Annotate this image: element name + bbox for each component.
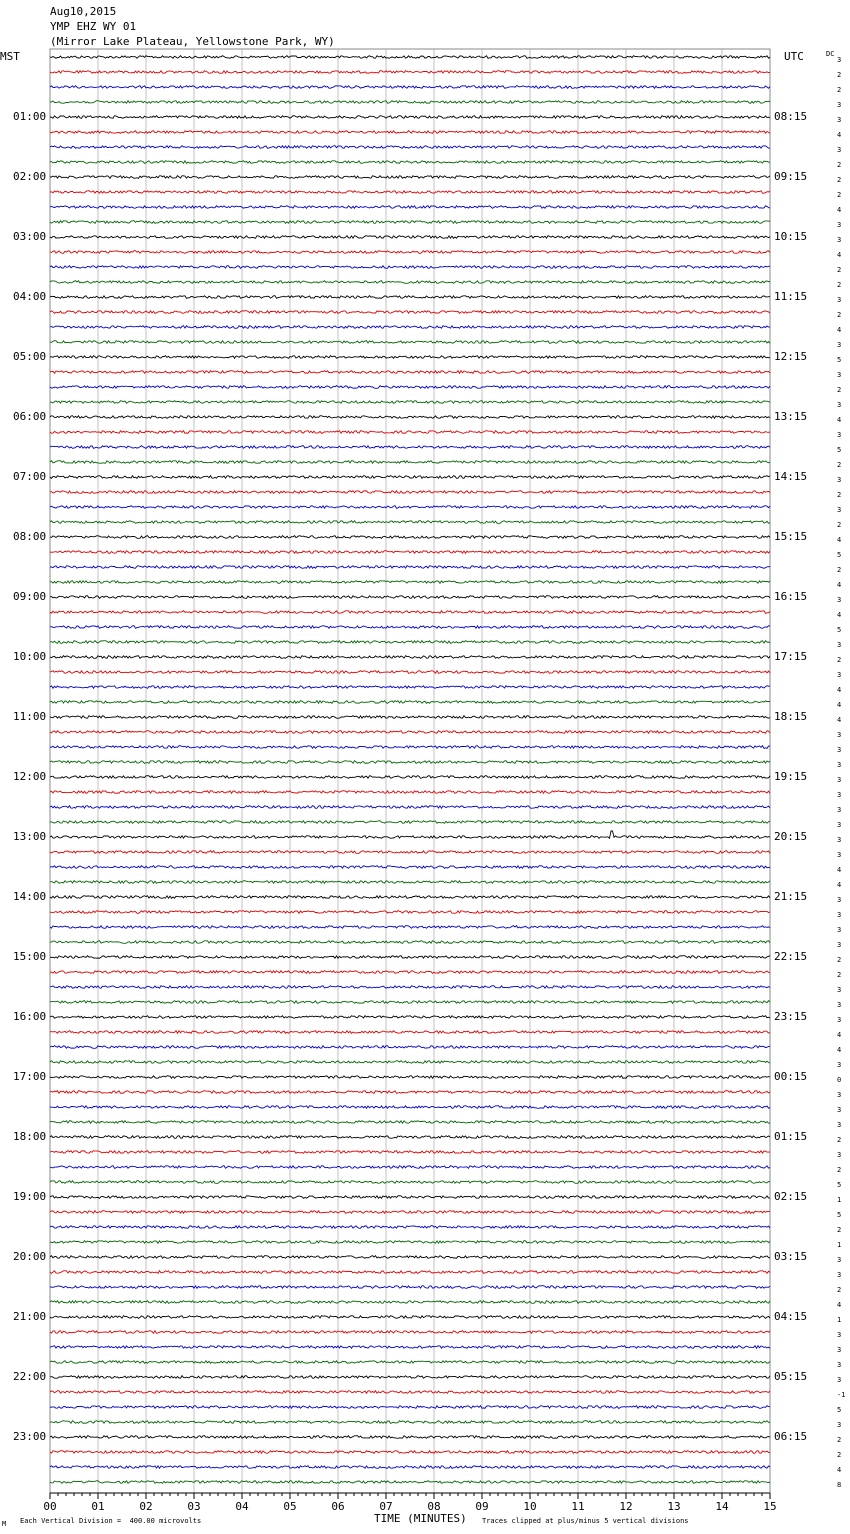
seismic-trace [50,341,770,344]
dc-offset-label: 3 [837,296,842,304]
seismic-trace [50,566,770,569]
seismic-trace [50,1436,770,1439]
dc-offset-label: 4 [837,1046,842,1054]
seismic-trace [50,386,770,389]
dc-offset-label: 3 [837,431,842,439]
seismic-trace [50,536,770,539]
mst-hour-label: 03:00 [13,230,47,243]
dc-offset-label: 3 [837,791,842,799]
dc-offset-label: 3 [837,1121,842,1129]
dc-offset-label: 3 [837,116,842,124]
dc-offset-label: 3 [837,506,842,514]
mst-hour-label: 10:00 [13,650,47,663]
seismic-trace [50,656,770,659]
dc-offset-label: 4 [837,251,842,259]
seismic-trace [50,611,770,614]
x-tick-label: 12 [619,1500,633,1513]
dc-offset-label: 3 [837,941,842,949]
seismic-trace [50,641,770,644]
utc-hour-label: 21:15 [774,890,808,903]
dc-offset-label: 2 [837,1436,842,1444]
dc-offset-label: 3 [837,1346,842,1354]
mst-hour-label: 22:00 [13,1370,47,1383]
seismic-trace [50,776,770,779]
seismic-trace [50,1031,770,1034]
seismic-trace [50,1331,770,1334]
dc-offset-label: 2 [837,176,842,184]
corner-mark: M [2,1520,7,1528]
dc-offset-label: 4 [837,701,842,709]
dc-offset-label: 2 [837,1286,842,1294]
dc-offset-label: 2 [837,1451,842,1459]
mst-hour-label: 08:00 [13,530,47,543]
dc-offset-label: 4 [837,686,842,694]
dc-offset-label: 2 [837,1136,842,1144]
x-tick-label: 09 [475,1500,489,1513]
seismic-trace [50,1091,770,1094]
seismic-trace [50,521,770,524]
seismic-trace [50,476,770,479]
mst-hour-label: 05:00 [13,350,47,363]
seismic-trace [50,71,770,74]
dc-offset-label: 5 [837,356,842,364]
dc-offset-label: 3 [837,1151,842,1159]
dc-offset-label: 0 [837,1076,842,1084]
dc-offset-label: 1 [837,1196,842,1204]
mst-hour-label: 06:00 [13,410,47,423]
utc-hour-label: 10:15 [774,230,808,243]
seismic-trace [50,986,770,989]
utc-hour-label: 00:15 [774,1070,808,1083]
dc-offset-label: 2 [837,1226,842,1234]
x-tick-label: 10 [523,1500,537,1513]
dc-offset-label: 5 [837,1211,842,1219]
seismic-trace [50,131,770,134]
dc-offset-label: 4 [837,716,842,724]
x-tick-label: 00 [43,1500,57,1513]
dc-offset-label: 2 [837,656,842,664]
mst-hour-label: 14:00 [13,890,47,903]
utc-hour-label: 20:15 [774,830,808,843]
dc-offset-label: 3 [837,56,842,64]
seismic-trace [50,146,770,149]
seismic-trace [50,1271,770,1274]
seismic-trace [50,1466,770,1469]
dc-offset-label: 4 [837,536,842,544]
utc-hour-label: 05:15 [774,1370,808,1383]
seismic-trace [50,1361,770,1364]
utc-hour-label: 01:15 [774,1130,808,1143]
dc-offset-label: 1 [837,1316,842,1324]
dc-offset-label: 3 [837,986,842,994]
dc-offset-label: 3 [837,1331,842,1339]
dc-offset-label: 8 [837,1481,842,1489]
dc-offset-label: 2 [837,566,842,574]
mst-hour-label: 15:00 [13,950,47,963]
dc-offset-label: 4 [837,611,842,619]
clip-note: Traces clipped at plus/minus 5 vertical divisions [482,1517,689,1525]
dc-offset-label: 3 [837,1421,842,1429]
x-tick-label: 11 [571,1500,585,1513]
seismic-trace [50,86,770,89]
seismic-trace [50,851,770,854]
seismic-trace [50,1151,770,1154]
dc-offset-label: 4 [837,416,842,424]
dc-offset-label: 3 [837,1376,842,1384]
utc-hour-label: 08:15 [774,110,808,123]
seismic-trace [50,806,770,809]
dc-offset-label: 3 [837,1271,842,1279]
dc-offset-label: 4 [837,1301,842,1309]
seismic-trace [50,911,770,914]
mst-hour-label: 11:00 [13,710,47,723]
seismic-trace [50,431,770,434]
station-code: YMP EHZ WY 01 [50,20,137,33]
seismic-trace [50,671,770,674]
dc-offset-label: 3 [837,731,842,739]
seismic-trace [50,1196,770,1199]
seismic-trace [50,1316,770,1319]
utc-hour-label: 22:15 [774,950,808,963]
dc-offset-label: 3 [837,341,842,349]
dc-offset-label: 3 [837,1001,842,1009]
seismic-trace [50,596,770,599]
dc-offset-label: 5 [837,1181,842,1189]
dc-offset-label: 3 [837,836,842,844]
utc-hour-label: 23:15 [774,1010,808,1023]
seismic-trace [50,831,770,838]
seismic-trace [50,551,770,554]
x-tick-label: 04 [235,1500,249,1513]
dc-offset-label: 3 [837,641,842,649]
mst-hour-label: 23:00 [13,1430,47,1443]
utc-hour-label: 11:15 [774,290,808,303]
seismic-trace [50,1256,770,1259]
seismic-trace [50,401,770,404]
x-tick-label: 05 [283,1500,297,1513]
seismic-trace [50,1106,770,1109]
scale-note: Each Vertical Division = 400.00 microvolts [20,1517,202,1525]
utc-hour-label: 17:15 [774,650,808,663]
seismic-trace [50,626,770,629]
seismic-trace [50,971,770,974]
seismic-trace [50,281,770,284]
seismic-trace [50,296,770,299]
seismic-trace [50,56,770,59]
seismic-trace [50,176,770,179]
dc-offset-label: 2 [837,161,842,169]
dc-offset-label: 4 [837,131,842,139]
seismic-trace [50,896,770,899]
seismic-trace [50,1241,770,1244]
utc-hour-label: 09:15 [774,170,808,183]
dc-offset-label: 4 [837,326,842,334]
mst-hour-label: 19:00 [13,1190,47,1203]
dc-offset-label: 4 [837,1466,842,1474]
seismic-trace [50,311,770,314]
seismic-trace [50,1301,770,1304]
dc-offset-label: 3 [837,401,842,409]
dc-offset-label: 4 [837,866,842,874]
dc-offset-label: 5 [837,626,842,634]
utc-hour-label: 14:15 [774,470,808,483]
dc-offset-label: 3 [837,236,842,244]
dc-offset-label: 3 [837,806,842,814]
seismic-trace [50,716,770,719]
utc-hour-label: 19:15 [774,770,808,783]
dc-offset-label: 3 [837,1061,842,1069]
seismic-trace [50,581,770,584]
dc-offset-label: 3 [837,476,842,484]
dc-offset-label: 2 [837,1166,842,1174]
dc-offset-label: 5 [837,446,842,454]
x-tick-label: 15 [763,1500,777,1513]
dc-offset-label: 3 [837,1256,842,1264]
dc-offset-label: 3 [837,1361,842,1369]
seismic-trace [50,761,770,764]
x-axis-title: TIME (MINUTES) [374,1512,467,1525]
dc-offset-label: 4 [837,206,842,214]
x-tick-label: 02 [139,1500,153,1513]
mst-hour-label: 13:00 [13,830,47,843]
x-tick-label: 08 [427,1500,441,1513]
seismic-trace [50,101,770,104]
seismic-trace [50,1226,770,1229]
dc-offset-label: 3 [837,896,842,904]
dc-offset-label: 4 [837,581,842,589]
dc-offset-label: 3 [837,671,842,679]
dc-offset-label: 2 [837,971,842,979]
seismic-trace [50,866,770,869]
seismic-trace [50,926,770,929]
dc-offset-label: 3 [837,1091,842,1099]
dc-offset-label: 3 [837,911,842,919]
seismic-trace [50,356,770,359]
dc-offset-label: 3 [837,926,842,934]
seismic-trace [50,206,770,209]
dc-offset-label: 3 [837,821,842,829]
x-tick-label: 06 [331,1500,345,1513]
seismic-trace [50,731,770,734]
seismic-trace [50,1136,770,1139]
seismic-trace [50,1286,770,1289]
dc-offset-label: 2 [837,956,842,964]
seismic-trace [50,1211,770,1214]
utc-hour-label: 15:15 [774,530,808,543]
dc-offset-label: 3 [837,596,842,604]
utc-hour-label: 02:15 [774,1190,808,1203]
dc-offset-label: 4 [837,881,842,889]
mst-hour-label: 01:00 [13,110,47,123]
utc-hour-label: 16:15 [774,590,808,603]
x-tick-label: 13 [667,1500,681,1513]
seismic-trace [50,161,770,164]
time-axis [50,1493,770,1499]
station-location: (Mirror Lake Plateau, Yellowstone Park, WY) [50,35,335,48]
seismic-trace [50,791,770,794]
dc-label: DC [826,50,835,58]
seismic-trace [50,1166,770,1169]
seismic-trace [50,446,770,449]
mst-hour-label: 20:00 [13,1250,47,1263]
dc-offset-label: 3 [837,1106,842,1114]
dc-offset-label: 3 [837,746,842,754]
utc-hour-label: 06:15 [774,1430,808,1443]
seismic-trace [50,1061,770,1064]
seismic-trace [50,941,770,944]
dc-offset-label: 3 [837,776,842,784]
seismic-trace [50,1421,770,1424]
seismic-trace [50,491,770,494]
dc-offset-label: 5 [837,1406,842,1414]
seismic-trace [50,1181,770,1184]
seismic-trace [50,191,770,194]
utc-hour-label: 03:15 [774,1250,808,1263]
dc-offset-label: 2 [837,281,842,289]
seismic-trace [50,416,770,419]
mst-hour-label: 04:00 [13,290,47,303]
dc-offset-label: 2 [837,266,842,274]
seismic-trace [50,1481,770,1484]
mst-hour-label: 21:00 [13,1310,47,1323]
seismic-trace [50,506,770,509]
dc-offset-label: 2 [837,521,842,529]
seismic-trace [50,1451,770,1454]
dc-offset-label: 3 [837,101,842,109]
dc-offset-label: 2 [837,191,842,199]
dc-offset-label: 3 [837,146,842,154]
dc-offset-label: 3 [837,221,842,229]
seismic-trace [50,116,770,119]
dc-offset-label: 3 [837,851,842,859]
dc-offset-label: 5 [837,551,842,559]
dc-offset-label: 4 [837,1031,842,1039]
seismic-trace [50,236,770,239]
seismic-trace [50,1406,770,1409]
seismic-trace [50,266,770,269]
x-tick-label: 03 [187,1500,201,1513]
seismic-trace [50,1016,770,1019]
mst-hour-label: 17:00 [13,1070,47,1083]
dc-offset-label: 2 [837,311,842,319]
x-tick-label: 01 [91,1500,105,1513]
seismic-trace [50,1001,770,1004]
dc-offset-label: 3 [837,1016,842,1024]
seismic-trace [50,1346,770,1349]
dc-offset-label: 2 [837,461,842,469]
seismic-trace [50,956,770,959]
mst-axis-title: MST [0,50,20,63]
dc-offset-label: 3 [837,371,842,379]
utc-hour-label: 13:15 [774,410,808,423]
seismic-trace [50,371,770,374]
dc-offset-label: 1 [837,1241,842,1249]
seismic-trace [50,1046,770,1049]
mst-hour-label: 07:00 [13,470,47,483]
dc-offset-label: 2 [837,491,842,499]
seismic-trace [50,1391,770,1394]
mst-hour-label: 18:00 [13,1130,47,1143]
utc-hour-label: 04:15 [774,1310,808,1323]
x-tick-label: 07 [379,1500,393,1513]
seismic-traces [50,56,770,1484]
mst-hour-label: 12:00 [13,770,47,783]
utc-hour-label: 18:15 [774,710,808,723]
dc-offset-label: 3 [837,761,842,769]
seismic-trace [50,881,770,884]
dc-offset-label: 2 [837,86,842,94]
mst-hour-label: 09:00 [13,590,47,603]
utc-hour-label: 12:15 [774,350,808,363]
seismic-trace [50,1121,770,1124]
seismic-trace [50,1376,770,1379]
dc-offset-label: 2 [837,386,842,394]
dc-offset-label: 2 [837,71,842,79]
seismic-trace [50,746,770,749]
plot-date: Aug10,2015 [50,5,117,18]
x-tick-label: 14 [715,1500,729,1513]
seismic-trace [50,1076,770,1079]
seismic-trace [50,221,770,224]
seismic-trace [50,821,770,824]
utc-axis-title: UTC [784,50,804,63]
dc-offset-label: -1 [837,1391,846,1399]
mst-hour-label: 02:00 [13,170,47,183]
mst-hour-label: 16:00 [13,1010,47,1023]
seismic-trace [50,686,770,689]
seismic-trace [50,701,770,704]
seismic-trace [50,461,770,464]
seismic-trace [50,251,770,254]
seismic-trace [50,326,770,329]
